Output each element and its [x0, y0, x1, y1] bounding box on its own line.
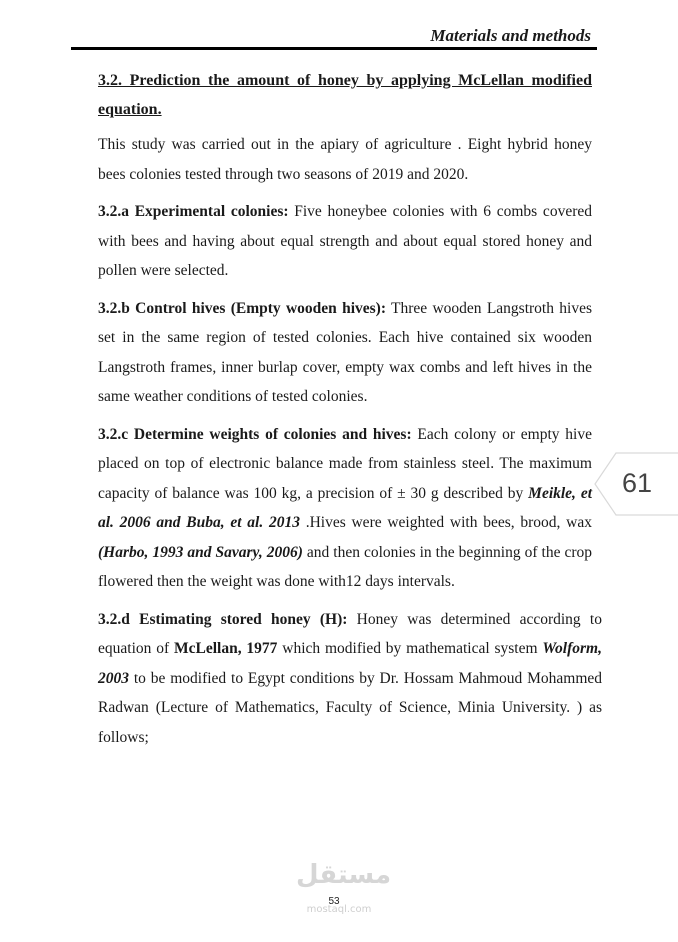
citation-meikle-buba: Meikle, et al. 2006 and Buba, et al. 2013: [98, 484, 592, 531]
citation-mclellan: McLellan, 1977: [173, 640, 278, 657]
text-stored-honey-1: Honey was determined according to equation of: [98, 610, 602, 657]
watermark-arabic-text: مستقل: [296, 860, 392, 890]
text-weights-1: Each colony or empty hive placed on top of electronic balance made from stainless steel. The maximum capacity of balance was 100 kg, a precision of ± 30 g described by: [98, 425, 592, 502]
paragraph-experimental-colonies: [98, 197, 592, 286]
running-header-title: Materials and methods: [430, 26, 591, 45]
watermark-latin-text: mostaql.com: [306, 904, 372, 915]
text-weights-3: and then colonies in the beginning of the crop flowered then the weight was done with12 days intervals.: [98, 543, 593, 590]
text-stored-honey-2: which modified by mathematical system: [277, 640, 543, 657]
heading-stored-honey: 3.2.d Estimating stored honey (H):: [98, 610, 348, 628]
intro-paragraph: This study was carried out in the apiary of agriculture . Eight hybrid honey bees colonies tested through two seasons of 2019 and 2020.: [98, 136, 592, 183]
text-weights-2: .Hives were weighted with bees, brood, wax: [299, 514, 592, 531]
section-heading: 3.2. Prediction the amount of honey by applying McLellan modified equation.: [98, 72, 592, 118]
citation-wolform: Wolform, 2003: [98, 640, 602, 687]
text-stored-honey-3: to be modified to Egypt conditions by Dr. Hossam Mahmoud Mohammed Radwan (Lecture of Mathematics, Faculty of Science, Minia University. ) as follows;: [98, 669, 602, 746]
heading-weights: 3.2.c Determine weights of colonies and hives:: [98, 425, 412, 443]
paragraph-control-hives: [98, 294, 592, 412]
paragraph-weights: [98, 420, 592, 597]
page-indicator-tab[interactable]: [594, 452, 678, 516]
header-divider: [71, 47, 597, 50]
heading-experimental-colonies: 3.2.a Experimental colonies:: [98, 203, 289, 220]
footer-page-number: 53: [328, 896, 340, 907]
heading-control-hives: 3.2.b Control hives (Empty wooden hives):: [98, 299, 386, 317]
text-control-hives: Three wooden Langstroth hives set in the same region of tested colonies. Each hive contained six wooden Langstroth frames, inner burlap cover, empty wax combs and left hives in the same weather conditions of tested colonies.: [98, 299, 592, 405]
paragraph-stored-honey: [98, 605, 602, 753]
mostaql-watermark: [296, 860, 392, 920]
citation-harbo-savary: (Harbo, 1993 and Savary, 2006): [98, 543, 303, 561]
text-experimental-colonies: Five honeybee colonies with 6 combs covered with bees and having about equal strength and about equal stored honey and pollen were selected.: [98, 203, 592, 279]
page-indicator-number: 61: [622, 468, 653, 498]
document-body: [98, 66, 602, 752]
